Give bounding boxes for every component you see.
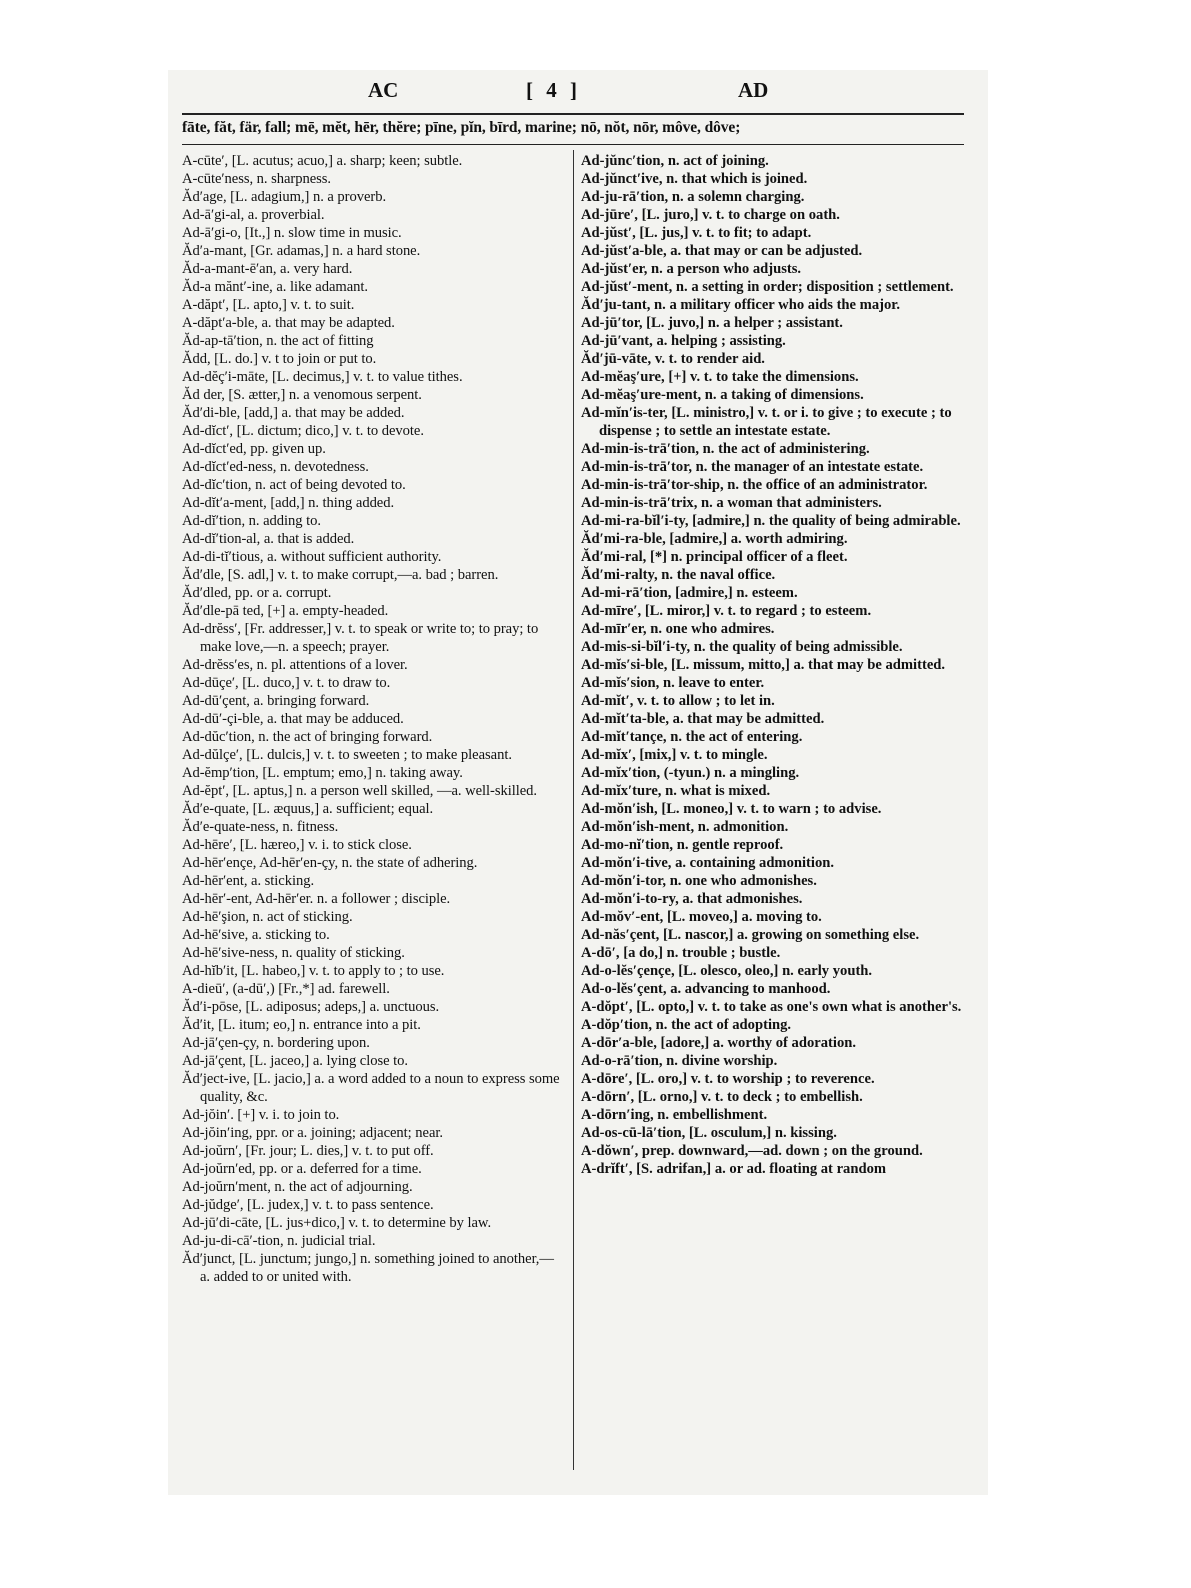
page-number: [ 4 ] [526, 78, 581, 102]
dictionary-entry: Ad-hē′sive-ness, n. quality of sticking. [182, 945, 405, 961]
dictionary-entry: Ăd′it, [L. itum; eo,] n. entrance into a pit. [182, 1017, 421, 1033]
dictionary-entry: Ad-o-lĕs′çent, a. advancing to manhood. [581, 981, 831, 997]
dictionary-entry: Ad-dĭc′tion, n. act of being devoted to. [182, 477, 406, 493]
dictionary-entry: Ad-jŏin′. [+] v. i. to join to. [182, 1107, 340, 1123]
dictionary-entry: Ăd-a mănt′-ine, a. like adamant. [182, 279, 368, 295]
dictionary-entry: Ad-o-rā′tion, n. divine worship. [581, 1053, 778, 1069]
dictionary-entry: Ad-mŏv′-ent, [L. moveo,] a. moving to. [581, 909, 822, 925]
dictionary-entry: Ad-jŭst′a-ble, a. that may or can be adjusted. [581, 243, 863, 259]
dictionary-entry: Ad-os-cū-lā′tion, [L. osculum,] n. kissing. [581, 1125, 837, 1141]
dictionary-entry: Ad-jŭst′-ment, n. a setting in order; disposition ; settlement. [581, 279, 954, 295]
dictionary-entry: A-dō′, [a do,] n. trouble ; bustle. [581, 945, 781, 961]
dictionary-entry: Ăd′e-quate, [L. æquus,] a. sufficient; equal. [182, 801, 434, 817]
dictionary-entry: Ad-jā′çen-çy, n. bordering upon. [182, 1035, 370, 1051]
right-column [581, 152, 965, 1178]
dictionary-entry: Ad-o-lĕs′çençe, [L. olesco, oleo,] n. early youth. [581, 963, 873, 979]
dictionary-entry: Ad-di-tĭ′tious, a. without sufficient authority. [182, 549, 442, 565]
dictionary-entry: Ad-ĕpt′, [L. aptus,] n. a person well skilled, —a. well-skilled. [182, 783, 538, 799]
dictionary-entry: Ad-mĭx′tion, (-tyun.) n. a mingling. [581, 765, 800, 781]
dictionary-entry: Ad-mŏn′i-tor, n. one who admonishes. [581, 873, 817, 889]
dictionary-entry: Ad-mi-ra-bĭl′i-ty, [admire,] n. the quality of being admirable. [581, 513, 961, 529]
dictionary-entry: Ad-jū′vant, a. helping ; assisting. [581, 333, 786, 349]
dictionary-entry: Ad-hēr′-ent, Ad-hēr′er. n. a follower ; disciple. [182, 891, 451, 907]
dictionary-entry: Ad-mĭt′tançe, n. the act of entering. [581, 729, 803, 745]
dictionary-entry: Ad-jŭnc′tion, n. act of joining. [581, 153, 769, 169]
dictionary-entry: Ăd′e-quate-ness, n. fitness. [182, 819, 339, 835]
dictionary-entry: Ăd′di-ble, [add,] a. that may be added. [182, 405, 405, 421]
dictionary-entry: Ad-dĭct′ed, pp. given up. [182, 441, 326, 457]
dictionary-entry: A-dōrn′, [L. orno,] v. t. to deck ; to embellish. [581, 1089, 863, 1105]
dictionary-page [168, 70, 988, 1495]
dictionary-entry: Ad-mīr′er, n. one who admires. [581, 621, 775, 637]
dictionary-entry: Ad-min-is-trā′tion, n. the act of administering. [581, 441, 870, 457]
dictionary-entry: Ad-dū′çent, a. bringing forward. [182, 693, 370, 709]
dictionary-entry: Ad-jū′di-cāte, [L. jus+dico,] v. t. to determine by law. [182, 1215, 492, 1231]
dictionary-entry: Ad-hē′şion, n. act of sticking. [182, 909, 353, 925]
dictionary-entry: Ad-dĭ′tion-al, a. that is added. [182, 531, 355, 547]
dictionary-entry: Ad-drĕss′, [Fr. addresser,] v. t. to speak or write to; to pray; to make love,—n. a speech; prayer. [182, 621, 539, 655]
dictionary-entry: Ad-mĭs′sion, n. leave to enter. [581, 675, 765, 691]
dictionary-entry: Ad-mĭs′si-ble, [L. missum, mitto,] a. that may be admitted. [581, 657, 946, 673]
dictionary-entry: Ad-jū′tor, [L. juvo,] n. a helper ; assistant. [581, 315, 843, 331]
dictionary-entry: A-drĭft′, [S. adrifan,] a. or ad. floating at random [581, 1161, 887, 1177]
dictionary-entry: Ad-mŏn′ish, [L. moneo,] v. t. to warn ; to advise. [581, 801, 882, 817]
dictionary-entry: Ad-hē′sive, a. sticking to. [182, 927, 330, 943]
header-rule-bottom [182, 144, 964, 145]
dictionary-entry: Ad-mŏn′ish-ment, n. admonition. [581, 819, 789, 835]
dictionary-entry: Ad-joŭrn′ed, pp. or a. deferred for a time. [182, 1161, 422, 1177]
guide-word-right: AD [738, 78, 769, 102]
column-divider [573, 150, 574, 1470]
dictionary-entry: Ăd′dle-pā ted, [+] a. empty-headed. [182, 603, 389, 619]
dictionary-entry: Ăd′ject-ive, [L. jacio,] a. a word added to a noun to express some quality, &c. [182, 1071, 560, 1105]
left-column [182, 152, 562, 1286]
dictionary-entry: Ad-jūre′, [L. juro,] v. t. to charge on oath. [581, 207, 840, 223]
dictionary-entry: Ad-mĕaş′ure, [+] v. t. to take the dimensions. [581, 369, 859, 385]
dictionary-entry: A-cūte′ness, n. sharpness. [182, 171, 332, 187]
dictionary-entry: Ăd′dle, [S. adl,] v. t. to make corrupt,—a. bad ; barren. [182, 567, 499, 583]
dictionary-entry: A-dōrn′ing, n. embellishment. [581, 1107, 768, 1123]
pronunciation-key: fāte, făt, fär, fall; mē, mĕt, hēr, thĕre; pīne, pĭn, bīrd, marine; nō, nŏt, nōr, môve, dôve; [182, 119, 741, 136]
dictionary-entry: Ad-ĕmp′tion, [L. emptum; emo,] n. taking away. [182, 765, 463, 781]
dictionary-entry: Ad-dĕç′i-māte, [L. decimus,] v. t. to value tithes. [182, 369, 463, 385]
dictionary-entry: A-dăpt′a-ble, a. that may be adapted. [182, 315, 395, 331]
dictionary-entry: A-cūte′, [L. acutus; acuo,] a. sharp; keen; subtle. [182, 153, 463, 169]
dictionary-entry: Ad-ju-rā′tion, n. a solemn charging. [581, 189, 805, 205]
dictionary-entry: Ad-joŭrn′, [Fr. jour; L. dies,] v. t. to put off. [182, 1143, 434, 1159]
dictionary-entry: Ad-ju-di-cā′-tion, n. judicial trial. [182, 1233, 376, 1249]
dictionary-entry: Ad-dŭc′tion, n. the act of bringing forward. [182, 729, 433, 745]
dictionary-entry: Ad-mĕaş′ure-ment, n. a taking of dimensions. [581, 387, 864, 403]
running-head [168, 78, 988, 110]
dictionary-entry: Ad-drĕss′es, n. pl. attentions of a lover. [182, 657, 408, 673]
dictionary-entry: Ăd-a-mant-ē′an, a. very hard. [182, 261, 353, 277]
dictionary-entry: Ăd′age, [L. adagium,] n. a proverb. [182, 189, 387, 205]
dictionary-entry: Ad-mis-si-bĭl′i-ty, n. the quality of being admissible. [581, 639, 903, 655]
dictionary-entry: A-dŏwn′, prep. downward,—ad. down ; on the ground. [581, 1143, 923, 1159]
dictionary-entry: Ăd′mi-ral, [*] n. principal officer of a fleet. [581, 549, 848, 565]
dictionary-entry: Ad-mi-rā′tion, [admire,] n. esteem. [581, 585, 798, 601]
header-rule-top [182, 113, 964, 115]
dictionary-entry: Ad-dĭct′ed-ness, n. devotedness. [182, 459, 369, 475]
dictionary-entry: Ăd′mi-ralty, n. the naval office. [581, 567, 776, 583]
dictionary-entry: A-dŏpt′, [L. opto,] v. t. to take as one's own what is another's. [581, 999, 962, 1015]
dictionary-entry: A-dōre′, [L. oro,] v. t. to worship ; to reverence. [581, 1071, 875, 1087]
dictionary-entry: Ad-mĭt′, v. t. to allow ; to let in. [581, 693, 775, 709]
dictionary-entry: Ad-ā′gi-o, [It.,] n. slow time in music. [182, 225, 402, 241]
dictionary-entry: Ad-mĭt′ta-ble, a. that may be admitted. [581, 711, 825, 727]
dictionary-entry: Ad-hēr′ent, a. sticking. [182, 873, 315, 889]
dictionary-entry: Ad-min-is-trā′tor-ship, n. the office of an administrator. [581, 477, 928, 493]
dictionary-entry: Ăd′junct, [L. junctum; jungo,] n. something joined to another,—a. added to or united with. [182, 1251, 554, 1285]
dictionary-entry: Ad-mĭx′, [mix,] v. t. to mingle. [581, 747, 768, 763]
dictionary-entry: Ad-jŭnct′ive, n. that which is joined. [581, 171, 808, 187]
dictionary-entry: A-dŏp′tion, n. the act of adopting. [581, 1017, 792, 1033]
dictionary-entry: A-dăpt′, [L. apto,] v. t. to suit. [182, 297, 355, 313]
dictionary-entry: Ad-hēre′, [L. hæreo,] v. i. to stick close. [182, 837, 412, 853]
dictionary-entry: Ăd der, [S. ætter,] n. a venomous serpent. [182, 387, 422, 403]
dictionary-entry: Ad-hēr′ençe, Ad-hēr′en-çy, n. the state of adhering. [182, 855, 478, 871]
dictionary-entry: A-dōr′a-ble, [adore,] a. worthy of adoration. [581, 1035, 857, 1051]
dictionary-entry: Ad-mo-nĭ′tion, n. gentle reproof. [581, 837, 784, 853]
dictionary-entry: Ad-dĭ′tion, n. adding to. [182, 513, 321, 529]
guide-word-left: AC [368, 78, 399, 102]
dictionary-entry: Ad-jŭst′er, n. a person who adjusts. [581, 261, 802, 277]
dictionary-entry: Ăd′a-mant, [Gr. adamas,] n. a hard stone. [182, 243, 421, 259]
dictionary-entry: Ad-năs′çent, [L. nascor,] a. growing on something else. [581, 927, 920, 943]
dictionary-entry: Ad-mŏn′i-to-ry, a. that admonishes. [581, 891, 803, 907]
dictionary-entry: Ăd′ju-tant, n. a military officer who aids the major. [581, 297, 901, 313]
dictionary-entry: Ad-mĭx′ture, n. what is mixed. [581, 783, 771, 799]
dictionary-entry: Ăd′dled, pp. or a. corrupt. [182, 585, 332, 601]
dictionary-entry: Ad-joŭrn′ment, n. the act of adjourning. [182, 1179, 413, 1195]
dictionary-entry: Ad-mŏn′i-tive, a. containing admonition. [581, 855, 835, 871]
dictionary-entry: Ad-dĭt′a-ment, [add,] n. thing added. [182, 495, 395, 511]
dictionary-entry: Ăd′mi-ra-ble, [admire,] a. worth admiring. [581, 531, 848, 547]
dictionary-entry: Ad-ā′gi-al, a. proverbial. [182, 207, 325, 223]
dictionary-entry: Ădd, [L. do.] v. t to join or put to. [182, 351, 377, 367]
dictionary-entry: Ad-dū′-çi-ble, a. that may be adduced. [182, 711, 404, 727]
dictionary-entry: Ăd′jū-vāte, v. t. to render aid. [581, 351, 765, 367]
dictionary-entry: Ad-mĭn′is-ter, [L. ministro,] v. t. or i. to give ; to execute ; to dispense ; to settle an intestate estate. [581, 405, 952, 439]
dictionary-entry: Ad-min-is-trā′tor, n. the manager of an intestate estate. [581, 459, 924, 475]
dictionary-entry: Ad-mīre′, [L. miror,] v. t. to regard ; to esteem. [581, 603, 872, 619]
dictionary-entry: Ad-hĭb′it, [L. habeo,] v. t. to apply to ; to use. [182, 963, 445, 979]
dictionary-entry: Ad-dŭlçe′, [L. dulcis,] v. t. to sweeten ; to make pleasant. [182, 747, 512, 763]
dictionary-entry: Ad-jŭdge′, [L. judex,] v. t. to pass sentence. [182, 1197, 434, 1213]
dictionary-entry: Ad-dūçe′, [L. duco,] v. t. to draw to. [182, 675, 391, 691]
dictionary-entry: Ad-jŏin′ing, ppr. or a. joining; adjacent; near. [182, 1125, 443, 1141]
dictionary-entry: Ad-jŭst′, [L. jus,] v. t. to fit; to adapt. [581, 225, 812, 241]
dictionary-entry: Ad-min-is-trā′trix, n. a woman that administers. [581, 495, 882, 511]
dictionary-entry: Ad-dĭct′, [L. dictum; dico,] v. t. to devote. [182, 423, 424, 439]
dictionary-entry: A-dieū′, (a-dū′,) [Fr.,*] ad. farewell. [182, 981, 390, 997]
dictionary-entry: Ad-jā′çent, [L. jaceo,] a. lying close to. [182, 1053, 408, 1069]
dictionary-entry: Ăd-ap-tā′tion, n. the act of fitting [182, 333, 374, 349]
dictionary-entry: Ăd′i-pōse, [L. adiposus; adeps,] a. unctuous. [182, 999, 440, 1015]
